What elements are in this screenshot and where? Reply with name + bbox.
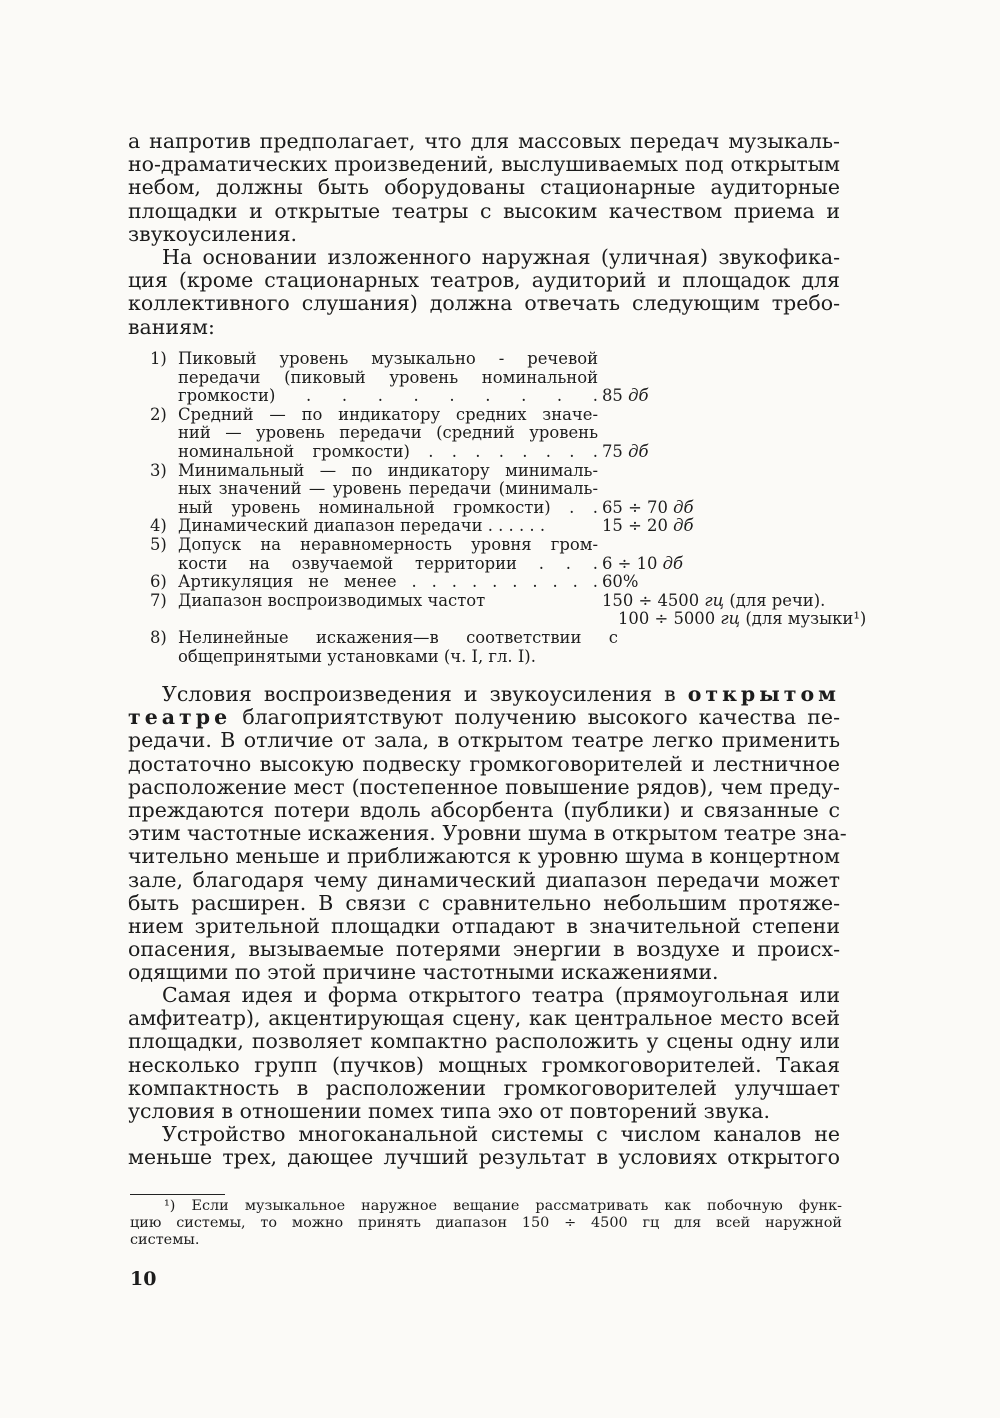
- text-line: редачи. В отличие от зала, в открытом театре легко применить: [128, 728, 840, 753]
- item-value: 75 дб: [602, 441, 649, 461]
- text-line: коллективного слушания) должна отвечать следующим требо-: [128, 291, 840, 316]
- item-text: Диапазон воспроизводимых частот: [178, 590, 486, 610]
- item-number: 2): [150, 404, 167, 424]
- item-text: ный уровень номинальной громкости) . .: [178, 497, 598, 517]
- idea-paragraph: [128, 984, 840, 1123]
- item-text: ных значений — уровень передачи (минималь-: [178, 479, 598, 499]
- requirement-item: [150, 536, 850, 573]
- item-number: 4): [150, 516, 167, 536]
- text-line: а напротив предполагает, что для массовых передач музыкаль-: [128, 129, 840, 153]
- item-value: 6 ÷ 10 дб: [602, 553, 684, 573]
- text-line: чительно меньше и приближаются к уровню шума в концертном: [128, 844, 840, 869]
- open-theatre-paragraph: [128, 682, 847, 985]
- footnote: [130, 1198, 842, 1249]
- footnote-line: ¹) Если музыкальное наружное вещание рассматривать как побочную функ-: [164, 1198, 842, 1214]
- text-line: компактность в расположении громкоговорителей улучшает: [128, 1075, 840, 1100]
- requirement-item: [150, 629, 850, 666]
- item-number: 1): [150, 349, 167, 368]
- text-line: площадки и открытые театры с высоким качеством приема и: [128, 198, 840, 223]
- text-line: зале, благодаря чему динамический диапазон передачи может: [128, 867, 840, 892]
- item-number: 6): [150, 572, 167, 592]
- text-line: опасения, вызываемые потерями энергии в воздухе и происх-: [128, 937, 840, 962]
- requirement-item: [150, 590, 867, 629]
- text-line: площадки, позволяет компактно расположить у сцены одну или: [128, 1029, 840, 1054]
- text-line: Самая идея и форма открытого театра (прямоугольная или: [162, 983, 840, 1007]
- multichannel-paragraph: [128, 1123, 840, 1169]
- text-line: расположение мест (постепенное повышение рядов), чем преду-: [128, 774, 840, 799]
- requirement-item: [150, 462, 850, 518]
- text-line: условия в отношении помех типа эхо от повторений звука.: [128, 1099, 770, 1124]
- item-text: ний — уровень передачи (средний уровень: [178, 423, 598, 443]
- text-line: На основании изложенного наружная (уличная) звукофика-: [162, 245, 840, 269]
- text-line: этим частотные искажения. Уровни шума в открытом театре зна-: [128, 821, 847, 846]
- text-line: ция (кроме стационарных театров, аудиторий и площадок для: [128, 268, 840, 293]
- text-line: небом, должны быть оборудованы стационарные аудиторные: [128, 175, 840, 200]
- item-text: кости на озвучаемой территории . . .: [178, 553, 598, 573]
- text-line: несколько групп (пучков) мощных громкоговорителей. Такая: [128, 1052, 840, 1077]
- text-line: быть расширен. В связи с сравнительно небольшим протяже-: [128, 890, 840, 915]
- text-line: ваниям:: [128, 314, 215, 339]
- item-text: Допуск на неравномерность уровня гром-: [178, 534, 598, 554]
- item-value: 15 ÷ 20 дб: [602, 516, 694, 536]
- requirement-item: [150, 350, 850, 406]
- item-number: 8): [150, 627, 167, 647]
- text-line: но-драматических произведений, выслушиваемых под открытым: [128, 152, 840, 177]
- requirement-item: [150, 406, 850, 462]
- text-line: нием зрительной площадки отпадают в значительной степени: [128, 914, 840, 939]
- text-line: Устройство многоканальной системы с числом каналов не: [162, 1122, 840, 1146]
- requirements-intro-paragraph: [128, 246, 840, 339]
- text-line: Условия воспроизведения и звукоусиления в открытом: [162, 682, 840, 706]
- item-text: Минимальный — по индикатору минималь-: [178, 460, 598, 480]
- text-line: меньше трех, дающее лучший результат в условиях открытого: [128, 1145, 840, 1170]
- item-number: 5): [150, 534, 167, 554]
- item-text: Пиковый уровень музыкально - речевой: [178, 349, 598, 368]
- item-text: Артикуляция не менее . . . . . . . . . .: [178, 572, 598, 592]
- item-text: Динамический диапазон передачи . . . . . .: [178, 516, 546, 536]
- footnote-line: цию системы, то можно принять диапазон 150 ÷ 4500 гц для всей наружной: [130, 1215, 842, 1231]
- text-line: звукоусиления.: [128, 221, 298, 246]
- requirement-item: [150, 573, 850, 592]
- text-line: преждаются потери вдоль абсорбента (публики) и связанные с: [128, 798, 840, 823]
- item-value: 60%: [602, 572, 639, 592]
- text-line: одящими по этой причине частотными искажениями.: [128, 960, 719, 985]
- intro-paragraph: [128, 130, 840, 246]
- item-value: 65 ÷ 70 дб: [602, 497, 694, 517]
- item-text: номинальной громкости) . . . . . . . .: [178, 441, 598, 461]
- item-value: 85 дб: [602, 386, 649, 406]
- item-number: 3): [150, 460, 167, 480]
- text-line: амфитеатр), акцентирующая сцену, как центральное место всей: [128, 1006, 840, 1031]
- item-text: Средний — по индикатору средних значе-: [178, 404, 598, 424]
- item-text: передачи (пиковый уровень номинальной: [178, 367, 598, 387]
- text-line: достаточно высокую подвеску громкоговорителей и лестничное: [128, 751, 840, 776]
- item-value: 150 ÷ 4500 гц (для речи). 100 ÷ 5000 гц (для музыки¹): [602, 590, 867, 629]
- requirements-list: [150, 349, 867, 666]
- footnote-line: системы.: [130, 1232, 200, 1248]
- page-number: 10: [130, 1268, 157, 1290]
- item-text: общепринятыми установками (ч. I, гл. I).: [178, 646, 536, 666]
- requirement-item: [150, 517, 850, 536]
- footnote-divider: [130, 1194, 225, 1195]
- item-number: 7): [150, 590, 167, 610]
- text-line: театре благоприятствуют получению высокого качества пе-: [128, 705, 840, 730]
- item-text: громкости) . . . . . . . . .: [178, 386, 598, 406]
- item-text: Нелинейные искажения—в соответствии с: [178, 627, 618, 647]
